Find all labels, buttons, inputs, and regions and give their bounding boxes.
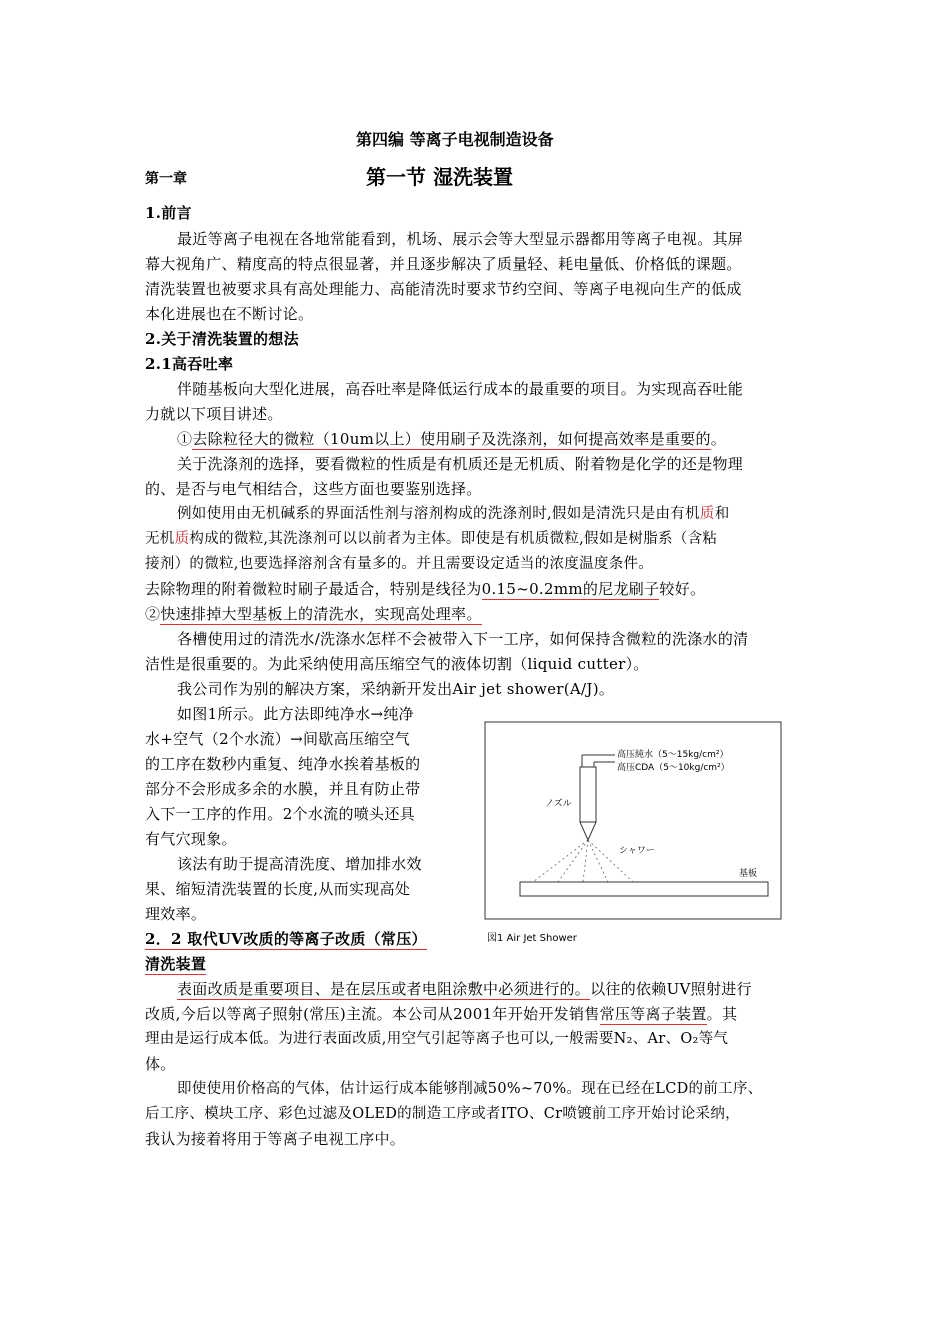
subsection-heading xyxy=(145,927,427,952)
figure-caption: 図1 Air Jet Shower xyxy=(487,933,577,944)
intro-line: 最近等离子电视在各地常能看到，机场、展示会等大型显示器都用等离子电视。其屏 xyxy=(177,230,744,248)
text-span: 构成的微粒,其洗涤剂可以以前者为主体。即使是有机质微粒,假如是树脂系（含粘 xyxy=(189,531,718,547)
paragraph-line: 的、是否与电气相结合，这些方面也要鉴别选择。 xyxy=(145,480,482,498)
highlight-text: 质 xyxy=(174,531,190,547)
nozzle-body xyxy=(580,767,596,822)
paragraph-line: 我认为接着将用于等离子电视工序中。 xyxy=(145,1130,406,1148)
intro-line: 本化进展也在不断讨论。 xyxy=(145,305,314,323)
label-water: 高压純水（5～15kg/cm²） xyxy=(617,750,729,760)
intro-line: 清洗装置也被要求具有高处理能力、高能清洗时要求节约空间、等离子电视向生产的低成 xyxy=(145,280,742,298)
text-span: 去除物理的附着微粒时刷子最适合，特别是线径为 xyxy=(145,580,482,598)
paragraph-line xyxy=(145,577,705,602)
item-marker: ① xyxy=(177,430,193,448)
section2-heading: 2.关于清洗装置的想法 xyxy=(145,330,299,348)
paragraph-line: 力就以下项目讲述。 xyxy=(145,405,283,423)
intro-line: 幕大视角广、精度高的特点很显著，并且逐步解决了质量轻、耗电量低、价格低的课题。 xyxy=(145,255,742,273)
underlined-text: 去除粒径大的微粒（10um以上）使用刷子及洗涤剂，如何提高效率是重要的 xyxy=(192,430,711,448)
text-span: 和 xyxy=(714,506,730,522)
underlined-text: 清洗装置 xyxy=(145,955,207,973)
paragraph-line: 即使使用价格高的气体，估计运行成本能够削减50%~70%。现在已经在LCD的前工序、 xyxy=(177,1081,763,1097)
air-jet-shower-diagram xyxy=(483,700,813,950)
text-span: 无机 xyxy=(145,531,175,547)
paragraph-line: 理效率。 xyxy=(145,905,207,923)
figure-air-jet-shower xyxy=(483,700,813,950)
text-span: 改质,今后以等离子照射(常压)主流。本公司从2001年开始开发销售 xyxy=(145,1005,600,1023)
paragraph-line: 有气穴现象。 xyxy=(145,830,237,848)
text-span: 较好。 xyxy=(659,580,706,598)
underlined-text: 常压等离子装置 xyxy=(599,1005,707,1023)
label-nozzle: ノズル xyxy=(545,799,572,809)
text-span: 以往的依赖UV照射进行 xyxy=(590,980,752,998)
substrate-plate xyxy=(520,882,768,896)
label-cda: 高压CDA（5～10kg/cm²） xyxy=(617,763,730,773)
subsection-heading: 2.1高吞吐率 xyxy=(145,355,234,373)
paragraph-line: 接剂）的微粒,也要选择溶剂含有量多的。并且需要设定适当的浓度温度条件。 xyxy=(145,556,654,572)
subsection-heading xyxy=(145,952,206,977)
part-title: 第四编 等离子电视制造设备 xyxy=(356,130,554,149)
paragraph-line: 果、缩短清洗装置的长度,从而实现高处 xyxy=(145,880,411,898)
label-shower: シャワー xyxy=(619,846,655,856)
paragraph-line: 的工序在数秒内重复、纯净水挨着基板的 xyxy=(145,755,421,773)
highlight-text: 质 xyxy=(699,506,715,522)
paragraph-line: 体。 xyxy=(145,1055,176,1073)
item-1-line xyxy=(177,427,726,452)
paragraph-line: 各槽使用过的清洗水/洗涤水怎样不会被带入下一工序，如何保持含微粒的洗涤水的清 xyxy=(177,630,749,648)
paragraph-line: 理由是运行成本低。为进行表面改质,用空气引起等离子也可以,一般需要N₂、Ar、O₂等气 xyxy=(145,1031,729,1047)
intro-heading: 1.前言 xyxy=(145,204,192,222)
underlined-text: 0.15~0.2mm的尼龙刷子 xyxy=(481,580,660,598)
item-marker: ② xyxy=(145,605,161,623)
chapter-label: 第一章 xyxy=(145,171,187,187)
paragraph-line: 关于洗涤剂的选择，要看微粒的性质是有机质还是无机质、附着物是化学的还是物理 xyxy=(177,455,744,473)
paragraph-line: 我公司作为别的解决方案，采纳新开发出Air jet shower(A/J)。 xyxy=(177,680,615,698)
label-substrate: 基板 xyxy=(739,869,758,879)
paragraph-line xyxy=(177,977,752,1002)
paragraph-line: 部分不会形成多余的水膜，并且有防止带 xyxy=(145,780,421,798)
paragraph-line xyxy=(145,1002,737,1027)
text-span: 例如使用由无机碱系的界面活性剂与溶剂构成的洗涤剂时,假如是清洗只是由有机 xyxy=(177,506,700,522)
underlined-text: 表面改质是重要项目、是在层压或者电阻涂敷中必须进行的。 xyxy=(177,980,591,998)
paragraph-line: 洁性是很重要的。为此采纳使用高压缩空气的液体切割（liquid cutter）。 xyxy=(145,655,649,673)
paragraph-line: 该法有助于提高清洗度、增加排水效 xyxy=(177,855,422,873)
text-span: 。其 xyxy=(706,1005,738,1023)
paragraph-line: 伴随基板向大型化进展，高吞吐率是降低运行成本的最重要的项目。为实现高吞吐能 xyxy=(177,380,744,398)
item-2-line xyxy=(145,602,482,627)
paragraph-line xyxy=(145,527,717,552)
paragraph-line: 后工序、模块工序、彩色过滤及OLED的制造工序或者ITO、Cr喷镀前工序开始讨论采纳， xyxy=(145,1106,740,1122)
punctuation: 。 xyxy=(710,430,727,448)
spray-lines xyxy=(533,840,633,882)
paragraph-line: 水+空气（2个水流）→间歇高压缩空气 xyxy=(145,730,411,748)
section-title: 第一节 湿洗装置 xyxy=(366,165,513,189)
paragraph-line xyxy=(177,502,730,527)
underlined-text: 2．2 取代UV改质的等离子改质（常压） xyxy=(145,930,427,948)
underlined-text: 快速排掉大型基板上的清洗水，实现高处理率。 xyxy=(160,605,482,623)
paragraph-line: 如图1所示。此方法即纯净水→纯净 xyxy=(177,705,414,723)
paragraph-line: 入下一工序的作用。2个水流的喷头还具 xyxy=(145,805,415,823)
nozzle-tip xyxy=(580,822,596,840)
